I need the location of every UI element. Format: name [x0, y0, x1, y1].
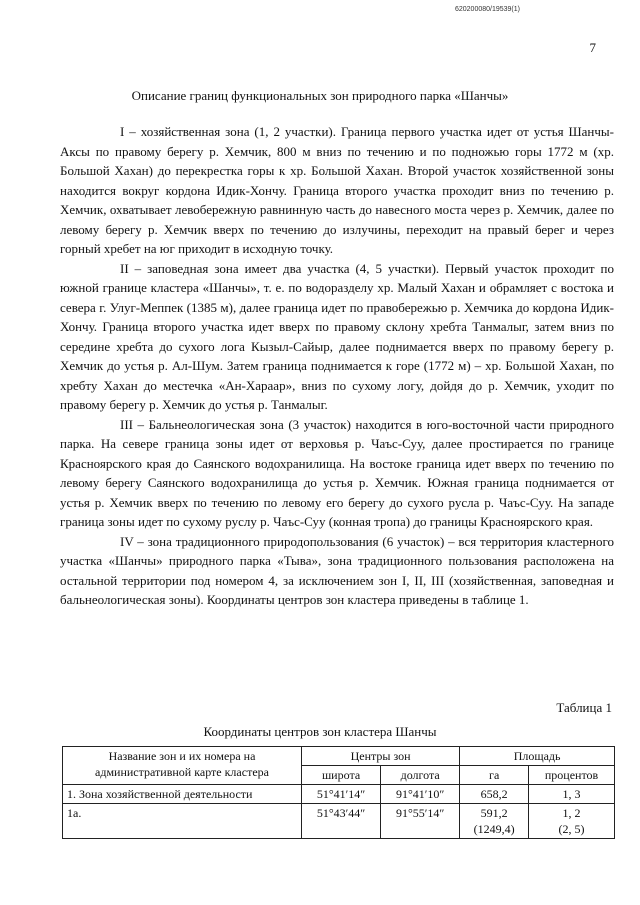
- cell-zone-name: 1. Зона хозяйственной деятельности: [63, 785, 302, 804]
- cell-hectares: [460, 804, 529, 839]
- table-caption: Таблица 1: [556, 700, 612, 715]
- header-zone-name: Название зон и их номера на административной карте кластера: [63, 747, 302, 785]
- table-header-row: [63, 747, 615, 766]
- coordinates-table: [62, 746, 615, 839]
- cell-hectares-value: 591,2: [480, 806, 508, 820]
- document-body: [60, 122, 614, 610]
- header-area: Площадь: [460, 747, 615, 766]
- cell-latitude: 51°43′44″: [302, 804, 381, 839]
- cell-zone-name: 1а.: [63, 804, 302, 839]
- cell-hectares: 658,2: [460, 785, 529, 804]
- paragraph-zone-1: I – хозяйственная зона (1, 2 участки). Граница первого участка идет от устья Шанчы-Аксы по правому берегу р. Хемчик, 800 м вниз по течению и по подножью горы 1772 м (хр. Большой Хахан) до перекрестка горы к хр. Большой Хахан. Второй участок хозяйственной зоны находится вокруг кордона Идик-Хончу. Граница второго участка проходит вниз по течению р. Хемчик, охватывает левобережную равнинную часть до навесного моста через р. Хемчик, далее по левому берегу р. Хемчик вверх по течению до излучины, переходит на правый берег и через горный хребет на юг приходит в исходную точку.: [60, 124, 614, 256]
- cell-longitude: 91°41′10″: [381, 785, 460, 804]
- paragraph-zone-4: IV – зона традиционного природопользования (6 участок) – вся территория кластерного участка «Шанчы» природного парка «Тыва», зона традиционного пользования расположена на остальной территории под номером 4, за исключением зон I, II, III (хозяйственная, заповедная и бальнеологическая зоны). Координаты центров зон кластера приведены в таблице 1.: [60, 533, 614, 607]
- paragraph-zone-3: III – Бальнеологическая зона (3 участок) находится в юго-восточной части природного парка. На севере граница зоны идет от верховья р. Чаъс-Суу, далее простирается по границе Красноярского края до Саянского водохранилища. На востоке граница идет вверх по течению по левому берегу Саянского водохранилища до устья р. Хемчик. Южная граница поднимается от устья р. Хемчик вверх по течению по левому его берегу до сухого русла р. Чаъс-Суу. На западе граница зоны идет по сухому руслу р. Чаъс-Суу (конная тропа) до границы Красноярского края.: [60, 416, 614, 529]
- cell-latitude: 51°41′14″: [302, 785, 381, 804]
- header-hectares: га: [460, 766, 529, 785]
- cell-percent-total: (2, 5): [558, 822, 585, 836]
- page-title: Описание границ функциональных зон природного парка «Шанчы»: [131, 88, 509, 103]
- header-longitude: долгота: [381, 766, 460, 785]
- paragraph-zone-2: II – заповедная зона имеет два участка (4, 5 участки). Первый участок проходит по южной границе кластера «Шанчы», т. е. по водоразделу хр. Малый Хахан и обрамляет с востока и севера г. Улуг-Меппек (1385 м), далее граница идет по правобережью р. Хемчика до кордона Идик-Хончу. Граница второго участка идет вверх по правому склону хребта Танмалыг, затем вниз по середине хребта до сухого лога Кызыл-Сайыр, далее поднимается вверх по правому берегу р. Хемчик до устья р. Ал-Шум. Затем граница поднимается к горе (1772 м) – хр. Большой Хахан, по хребту Хахан до местечка «Ан-Хараар», вниз по сухому логу, дойдя до р. Хемчик, уходит по правому берегу р. Хемчик до устья р. Танмалыг.: [60, 260, 614, 412]
- header-latitude: широта: [302, 766, 381, 785]
- cell-hectares-total: (1249,4): [473, 822, 515, 836]
- table-row: [63, 785, 615, 804]
- document-id: 620200080/19539(1): [454, 6, 520, 13]
- cell-percent: [529, 804, 615, 839]
- cell-longitude: 91°55′14″: [381, 804, 460, 839]
- header-centers: Центры зон: [302, 747, 460, 766]
- header-percent: процентов: [529, 766, 615, 785]
- cell-percent: 1, 3: [529, 785, 615, 804]
- table-title: Координаты центров зон кластера Шанчы: [203, 724, 437, 739]
- table-row: [63, 804, 615, 839]
- cell-percent-value: 1, 2: [562, 806, 581, 820]
- page-number: 7: [589, 40, 596, 55]
